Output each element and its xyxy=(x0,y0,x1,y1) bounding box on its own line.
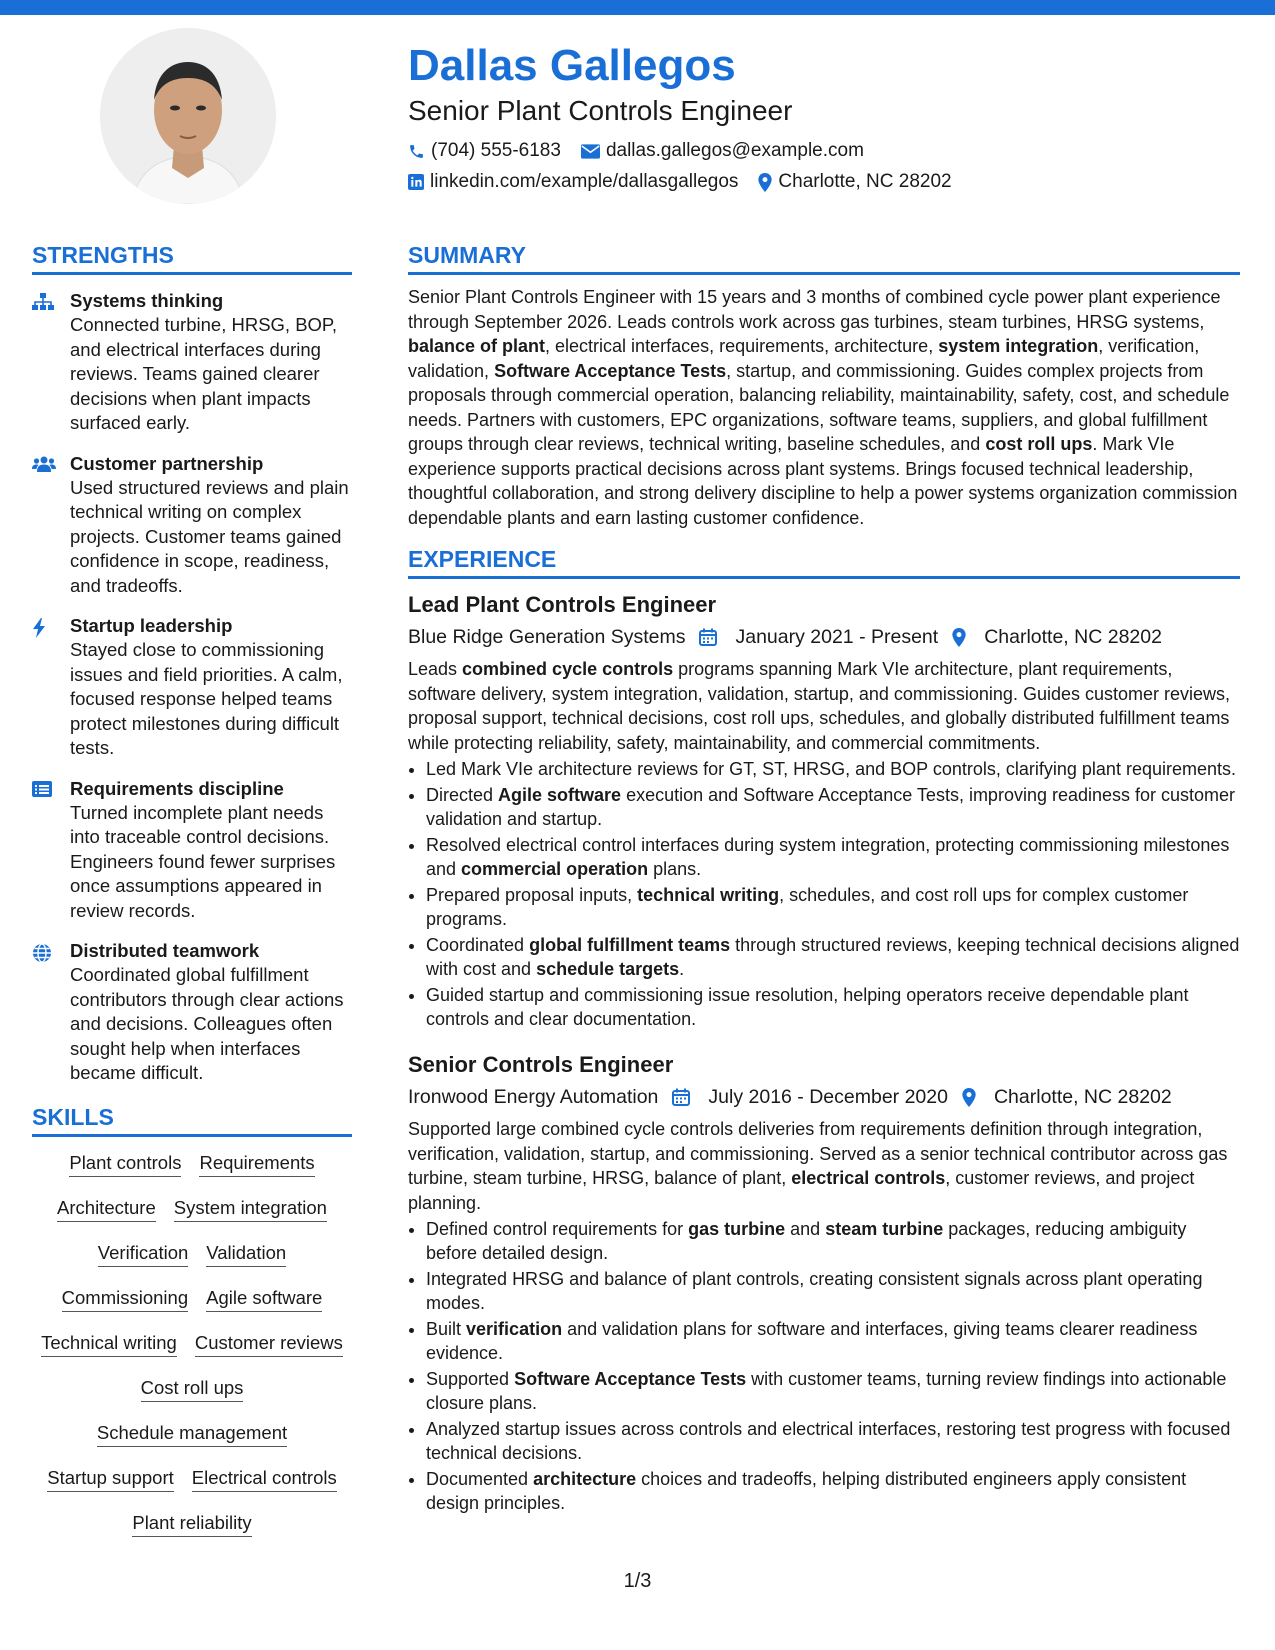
linkedin-text[interactable]: linkedin.com/example/dallasgallegos xyxy=(430,171,739,192)
job-location: Charlotte, NC 28202 xyxy=(952,623,1162,651)
strength-description: Coordinated global fulfillment contributors through clear actions and decisions. Colleagues often sought help when interfaces became difficult. xyxy=(70,964,344,1083)
job-title: Lead Plant Controls Engineer xyxy=(408,592,717,617)
experience-heading: EXPERIENCE xyxy=(408,544,1240,579)
contact-row-2 xyxy=(408,169,1228,195)
strength-body xyxy=(70,939,352,1086)
strengths-list xyxy=(32,289,352,1086)
job-meta xyxy=(408,623,1240,651)
globe-icon xyxy=(32,939,70,1086)
job-bullet: • Built verification and validation plans for software and interfaces, giving teams clearer readiness evidence. xyxy=(426,1317,1240,1365)
skill-tag: Architecture xyxy=(57,1196,156,1222)
envelope-icon xyxy=(581,144,600,159)
strength-body xyxy=(70,289,352,436)
users-icon xyxy=(32,452,70,599)
skill-tag: Plant controls xyxy=(69,1151,181,1177)
strength-description: Turned incomplete plant needs into traceable control decisions. Engineers found fewer surprises once assumptions appeared in review records. xyxy=(70,801,336,921)
phone-item xyxy=(408,138,561,164)
job-bullet: • Documented architecture choices and tradeoffs, helping distributed engineers apply consistent design principles. xyxy=(426,1467,1240,1515)
location-text: Charlotte, NC 28202 xyxy=(778,171,952,192)
strength-item xyxy=(32,452,352,599)
skill-tag: Cost roll ups xyxy=(141,1376,244,1402)
skill-tag: Commissioning xyxy=(62,1286,188,1312)
sitemap-icon xyxy=(32,289,70,436)
right-column xyxy=(408,240,1240,1517)
list-icon xyxy=(32,777,70,924)
bolt-icon xyxy=(32,614,70,761)
experience-list xyxy=(408,591,1240,1515)
candidate-title: Senior Plant Controls Engineer xyxy=(408,95,793,126)
skill-tag: Startup support xyxy=(47,1466,174,1492)
location-item xyxy=(758,169,951,195)
job-bullet: • Supported Software Acceptance Tests with customer teams, turning review findings into actionable closure plans. xyxy=(426,1367,1240,1415)
skills-list xyxy=(32,1151,352,1556)
strength-item xyxy=(32,289,352,436)
summary-heading: SUMMARY xyxy=(408,240,1240,275)
strength-body xyxy=(70,614,352,761)
job-company: Ironwood Energy Automation xyxy=(408,1086,659,1108)
page-number: 1/3 xyxy=(623,1570,652,1592)
strength-body xyxy=(70,452,352,599)
job-entry xyxy=(408,1051,1240,1515)
strength-description: Used structured reviews and plain technical writing on complex projects. Customer teams gained confidence in scope, readiness, and tradeoffs. xyxy=(70,476,349,596)
skills-heading: SKILLS xyxy=(32,1102,352,1137)
job-bullet: • Led Mark VIe architecture reviews for GT, ST, HRSG, and BOP controls, clarifying plant requirements. xyxy=(426,757,1240,781)
job-bullet: • Prepared proposal inputs, technical writing, schedules, and cost roll ups for complex customer programs. xyxy=(426,883,1240,931)
skill-tag: Schedule management xyxy=(97,1421,287,1447)
job-bullets xyxy=(408,757,1240,1031)
summary-text: Senior Plant Controls Engineer with 15 years and 3 months of combined cycle power plant experience through September 2026. Leads controls work across gas turbines, steam turbines, HRSG systems, balance of plant, electrical interfaces, requirements, architecture, system integration, verification, validation, Software Acceptance Tests, startup, and commissioning. Guides complex projects from proposals through commercial operation, balancing reliability, maintainability, safety, cost, and schedule needs. Partners with customers, EPC organizations, software teams, suppliers, and global fulfillment groups through clear reviews, technical writing, baseline schedules, and cost roll ups. Mark VIe experience supports practical decisions across plant systems. Brings focused technical leadership, thoughtful collaboration, and strong delivery discipline to help a power systems organization commission dependable plants and earn lasting customer confidence. xyxy=(408,287,1238,528)
skill-tag: Verification xyxy=(98,1241,189,1267)
job-bullets xyxy=(408,1217,1240,1515)
skill-tag: System integration xyxy=(174,1196,327,1222)
job-dates: January 2021 - Present xyxy=(699,623,938,651)
job-bullet: • Directed Agile software execution and Software Acceptance Tests, improving readiness for customer validation and startup. xyxy=(426,783,1240,831)
job-summary: Leads combined cycle controls programs spanning Mark VIe architecture, plant requirements, software delivery, system integration, validation, startup, and commissioning. Guides customer reviews, proposal support, technical decisions, cost roll ups, schedules, and globally distributed fulfillment teams while protecting reliability, safety, maintainability, and commercial commitments. xyxy=(408,659,1231,753)
map-pin-icon xyxy=(962,1088,984,1107)
job-bullet: • Defined control requirements for gas turbine and steam turbine packages, reducing ambiguity before detailed design. xyxy=(426,1217,1240,1265)
strength-title: Requirements discipline xyxy=(70,777,284,799)
map-pin-icon xyxy=(952,628,974,647)
calendar-icon xyxy=(699,628,725,646)
linkedin-item xyxy=(408,169,738,195)
job-company: Blue Ridge Generation Systems xyxy=(408,626,686,648)
strengths-heading: STRENGTHS xyxy=(32,240,352,275)
strength-item xyxy=(32,614,352,761)
calendar-icon xyxy=(672,1088,698,1106)
contact-row-1 xyxy=(408,138,1228,164)
job-summary: Supported large combined cycle controls deliveries from requirements definition through integration, verification, validation, startup, and commissioning. Served as a senior technical contributor across gas turbine, steam turbine, HRSG, balance of plant, electrical controls, customer reviews, and project planning. xyxy=(408,1119,1228,1213)
skill-tag: Electrical controls xyxy=(192,1466,337,1492)
strength-title: Customer partnership xyxy=(70,452,264,474)
skill-tag: Agile software xyxy=(206,1286,322,1312)
strength-description: Connected turbine, HRSG, BOP, and electrical interfaces during reviews. Teams gained clearer decisions when plant impacts surfaced early. xyxy=(70,314,338,433)
skill-tag: Plant reliability xyxy=(132,1511,251,1537)
left-column xyxy=(32,240,352,1556)
skill-tag: Requirements xyxy=(199,1151,314,1177)
map-pin-icon xyxy=(758,173,772,192)
candidate-name: Dallas Gallegos xyxy=(408,41,736,90)
strength-title: Distributed teamwork xyxy=(70,940,260,961)
email-text[interactable]: dallas.gallegos@example.com xyxy=(605,140,864,161)
top-accent-bar xyxy=(0,0,1275,15)
strength-body xyxy=(70,777,352,924)
job-bullet: • Analyzed startup issues across controls and electrical interfaces, restoring test progress with focused technical decisions. xyxy=(426,1417,1240,1465)
strength-item xyxy=(32,939,352,1086)
job-location: Charlotte, NC 28202 xyxy=(962,1083,1172,1111)
email-item xyxy=(581,138,864,164)
job-entry xyxy=(408,591,1240,1031)
job-bullet: • Guided startup and commissioning issue resolution, helping operators receive dependable plant controls and clear documentation. xyxy=(426,983,1240,1031)
strength-item xyxy=(32,777,352,924)
skill-tag: Customer reviews xyxy=(195,1331,343,1357)
phone-text[interactable]: (704) 555-6183 xyxy=(431,140,561,161)
job-bullet: • Coordinated global fulfillment teams through structured reviews, keeping technical decisions aligned with cost and schedule targets. xyxy=(426,933,1240,981)
job-bullet: • Resolved electrical control interfaces during system integration, protecting commissioning milestones and commercial operation plans. xyxy=(426,833,1240,881)
strength-description: Stayed close to commissioning issues and field priorities. A calm, focused response helped teams protect milestones during difficult tests. xyxy=(70,639,343,758)
job-meta xyxy=(408,1083,1240,1111)
job-title: Senior Controls Engineer xyxy=(408,1052,674,1077)
job-dates: July 2016 - December 2020 xyxy=(672,1083,948,1111)
skill-tag: Validation xyxy=(206,1241,286,1267)
resume-header xyxy=(408,40,1228,195)
strength-title: Startup leadership xyxy=(70,615,233,636)
strength-title: Systems thinking xyxy=(70,290,224,311)
job-bullet: • Integrated HRSG and balance of plant controls, creating consistent signals across plant operating modes. xyxy=(426,1267,1240,1315)
skill-tag: Technical writing xyxy=(41,1331,177,1357)
profile-photo xyxy=(100,28,276,204)
phone-icon xyxy=(408,143,425,160)
linkedin-icon xyxy=(408,174,424,190)
